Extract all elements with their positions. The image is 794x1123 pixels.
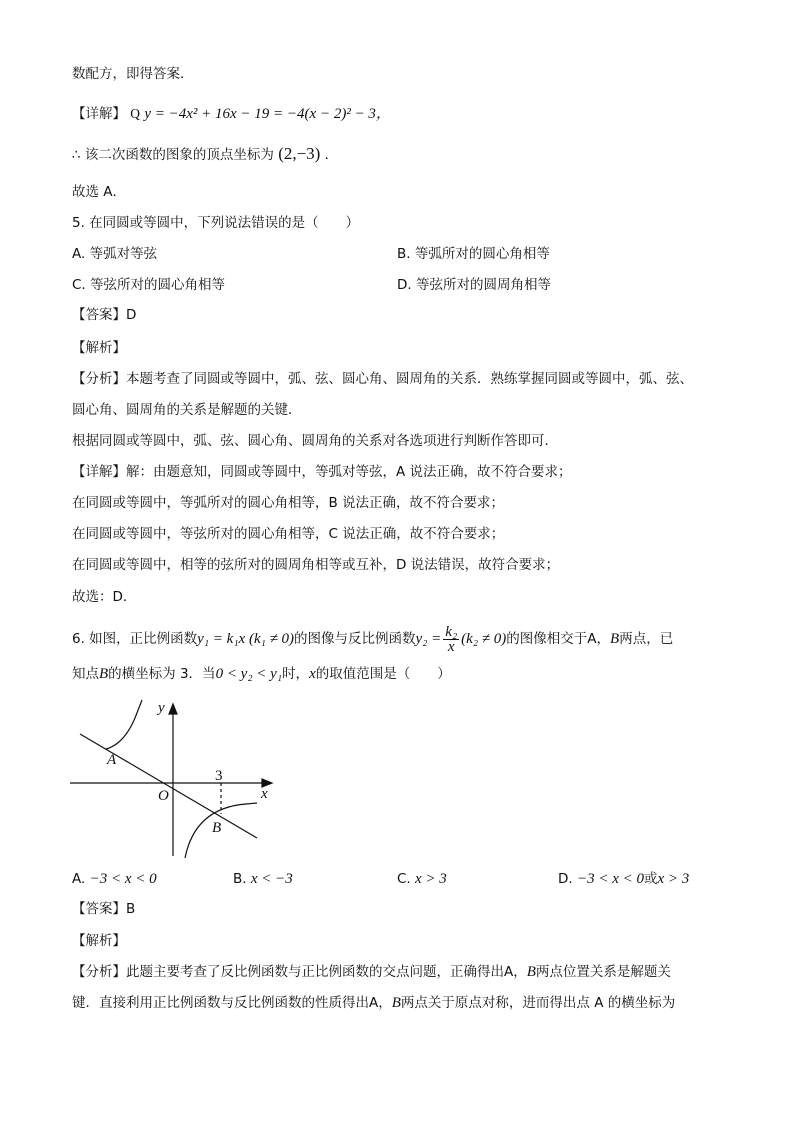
q6-stem2-start: 知点 xyxy=(72,666,99,682)
q5-detail-2: 在同圆或等圆中，等弧所对的圆心角相等，B 说法正确，故不符合要求； xyxy=(72,495,505,511)
option-a-math: −3 < x < 0 xyxy=(89,871,157,887)
fraction-denominator: x xyxy=(447,638,455,655)
q6-analysis-1a: 【分析】此题主要考查了反比例函数与正比例函数的交点问题，正确得出A， xyxy=(72,964,527,980)
direct-proportion-line xyxy=(80,734,257,838)
option-d-or: 或 xyxy=(644,871,658,887)
option-a-letter: A. xyxy=(72,871,86,887)
quadratic-expression: y = −4x² + 16x − 19 = −4(x − 2)² − 3， xyxy=(144,106,391,122)
q6-function-graph xyxy=(60,696,290,862)
q6-point-b-2: B xyxy=(99,666,109,682)
label-y: y xyxy=(158,700,165,716)
q6-jiexi: 【解析】 xyxy=(72,933,126,949)
q5-jiexi: 【解析】 xyxy=(72,340,126,356)
q6-option-d xyxy=(558,869,689,889)
q6-analysis-1b: B xyxy=(526,964,536,980)
q6-analysis-2a: 键．直接利用正比例函数与反比例函数的性质得出A， xyxy=(72,995,392,1011)
inverse-curve-upper xyxy=(106,700,142,749)
label-b: B xyxy=(212,820,222,836)
option-d-math-2: x > 3 xyxy=(657,871,690,887)
q6-stem-mid: 的图像与反比例函数 xyxy=(294,631,416,647)
q5-analysis-2: 圆心角、圆周角的关系是解题的关键． xyxy=(72,402,302,418)
q6-stem2-mid: 的横坐标为 3．当 xyxy=(108,666,216,682)
therefore-symbol: ∴ xyxy=(72,147,81,163)
q5-stem: 5. 在同圆或等圆中，下列说法错误的是（ ） xyxy=(72,215,360,231)
vertex-point: (2,−3) xyxy=(278,144,321,163)
q6-point-b: B xyxy=(610,631,620,647)
q6-stem-intersect: 的图像相交于A， xyxy=(506,631,611,647)
option-d-math-1: −3 < x < 0 xyxy=(576,871,645,887)
q6-stem-1 xyxy=(72,624,673,654)
q6-answer: 【答案】B xyxy=(72,901,136,917)
q6-option-c xyxy=(397,869,447,889)
vertex-text: 该二次函数的图象的顶点坐标为 xyxy=(84,147,274,163)
prev-choose: 故选 A． xyxy=(72,184,127,200)
q6-analysis-2c: 两点关于原点对称，进而得出点 A 的横坐标为 xyxy=(400,995,676,1011)
q6-var-x: x xyxy=(309,666,316,682)
q6-eq-direct: y₁ = k₁x (k₁ ≠ 0) xyxy=(197,631,295,647)
q6-eq-inverse-rhs: (k₂ ≠ 0) xyxy=(461,631,507,647)
q6-eq-inverse-lhs: y₂ = xyxy=(415,631,442,647)
q6-fraction xyxy=(443,625,459,654)
prev-analysis-end: 数配方，即得答案． xyxy=(72,66,194,82)
option-c-math: x > 3 xyxy=(415,871,447,887)
q6-stem-end: 两点，已 xyxy=(619,631,674,647)
option-b-letter: B. xyxy=(233,871,247,887)
q5-choose: 故选：D． xyxy=(72,589,137,605)
q6-analysis-2b: B xyxy=(391,995,401,1011)
q6-condition: 0 < y₂ < y₁ xyxy=(215,666,283,682)
option-d-letter: D. xyxy=(558,871,573,887)
q6-stem2-when: 时， xyxy=(282,666,310,682)
q6-option-a xyxy=(72,869,157,889)
q5-answer: 【答案】D xyxy=(72,307,137,323)
q6-analysis-2 xyxy=(72,993,675,1013)
q6-stem2-end: 的取值范围是（ ） xyxy=(315,666,451,682)
q5-option-a: A. 等弧对等弦 xyxy=(72,246,158,262)
label-three: 3 xyxy=(215,768,223,784)
option-c-letter: C. xyxy=(397,871,411,887)
vertex-end: ． xyxy=(324,147,339,163)
q5-detail-3: 在同圆或等圆中，等弦所对的圆心角相等，C 说法正确，故不符合要求； xyxy=(72,526,505,542)
q5-analysis-3: 根据同圆或等圆中，弧、弦、圆心角、圆周角的关系对各选项进行判断作答即可． xyxy=(72,433,558,449)
y-axis-arrow xyxy=(169,704,177,714)
q6-stem-start: 6. 如图，正比例函数 xyxy=(72,631,198,647)
q6-stem-2 xyxy=(72,664,451,684)
q6-analysis-1c: 两点位置关系是解题关 xyxy=(535,964,671,980)
q5-option-d: D. 等弦所对的圆周角相等 xyxy=(397,277,551,293)
prev-vertex-line xyxy=(72,144,338,165)
label-x: x xyxy=(261,786,268,802)
option-b-math: x < −3 xyxy=(250,871,293,887)
detail-tag: 【详解】 xyxy=(72,106,126,122)
since-symbol: Q xyxy=(130,106,141,121)
label-origin: O xyxy=(158,788,169,804)
prev-detail-line xyxy=(72,104,391,124)
q5-option-b: B. 等弧所对的圆心角相等 xyxy=(397,246,550,262)
q5-detail-4: 在同圆或等圆中，相等的弦所对的圆周角相等或互补，D 说法错误，故符合要求； xyxy=(72,557,560,573)
q5-option-c: C. 等弦所对的圆心角相等 xyxy=(72,277,226,293)
fraction-numerator: k₂ xyxy=(445,623,458,640)
label-a: A xyxy=(107,752,117,768)
q6-option-b xyxy=(233,869,293,889)
q5-detail-1: 【详解】解：由题意知，同圆或等圆中，等弧对等弦，A 说法正确，故不符合要求； xyxy=(72,464,572,480)
q5-analysis-1: 【分析】本题考查了同圆或等圆中，弧、弦、圆心角、圆周角的关系．熟练掌握同圆或等圆中，弧、弦、 xyxy=(72,371,693,387)
q6-analysis-1 xyxy=(72,962,671,982)
